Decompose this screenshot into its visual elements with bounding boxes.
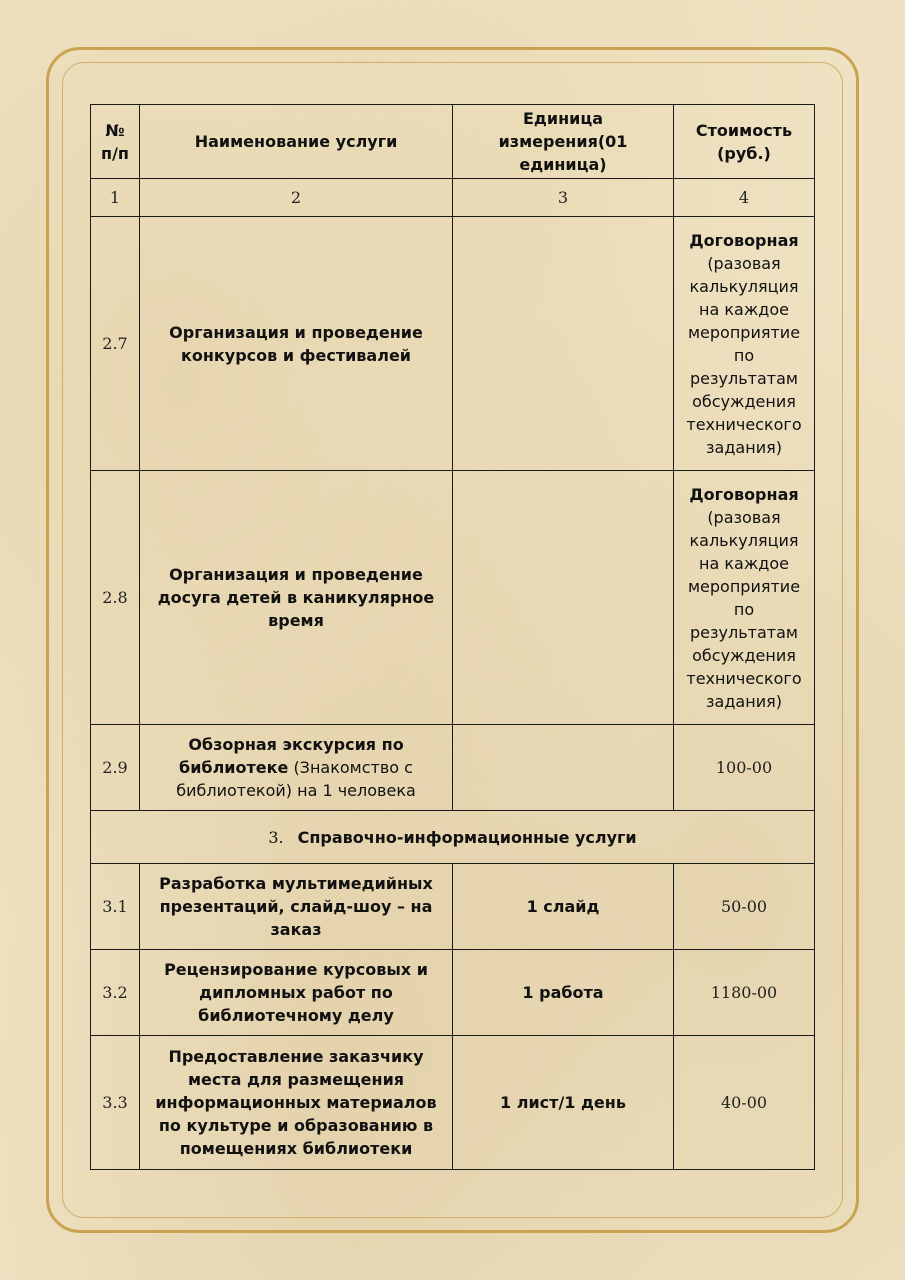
service-name: Рецензирование курсовых и дипломных работ по библиотечному делу bbox=[140, 950, 453, 1036]
header-name: Наименование услуги bbox=[140, 105, 453, 179]
col-number-1: 1 bbox=[91, 179, 140, 217]
section-number: 3. bbox=[268, 827, 284, 847]
service-name: Обзорная экскурсия по библиотеке bbox=[179, 735, 404, 777]
table-row bbox=[91, 950, 815, 1036]
service-name: Организация и проведение досуга детей в каникулярное время bbox=[157, 565, 435, 630]
unit-cell: 1 работа bbox=[453, 950, 674, 1036]
service-name-cell bbox=[140, 217, 453, 471]
table-row bbox=[91, 725, 815, 811]
column-number-row bbox=[91, 179, 815, 217]
table-row bbox=[91, 864, 815, 950]
section-header-row bbox=[91, 811, 815, 864]
section-title-cell bbox=[91, 811, 815, 864]
service-name-detail: (Знакомство с библиотекой) на 1 человека bbox=[176, 758, 416, 800]
header-num: № п/п bbox=[91, 105, 140, 179]
row-num: 3.3 bbox=[91, 1036, 140, 1170]
unit-cell bbox=[453, 725, 674, 811]
row-num: 3.2 bbox=[91, 950, 140, 1036]
cost-cell: 1180-00 bbox=[674, 950, 815, 1036]
table-header-row bbox=[91, 105, 815, 179]
row-num: 2.9 bbox=[91, 725, 140, 811]
service-name: Организация и проведение конкурсов и фестивалей bbox=[169, 322, 423, 365]
unit-cell: 1 слайд bbox=[453, 864, 674, 950]
unit-cell bbox=[453, 471, 674, 725]
header-cost: Стоимость (руб.) bbox=[674, 105, 815, 179]
cost-cell: 50-00 bbox=[674, 864, 815, 950]
col-number-4: 4 bbox=[674, 179, 815, 217]
row-num: 2.7 bbox=[91, 217, 140, 471]
unit-cell bbox=[453, 217, 674, 471]
row-num: 3.1 bbox=[91, 864, 140, 950]
table-row bbox=[91, 471, 815, 725]
table-row bbox=[91, 1036, 815, 1170]
cost-note: (разовая калькуляция на каждое мероприятие по результатам обсуждения технического задания) bbox=[686, 507, 802, 711]
col-number-2: 2 bbox=[140, 179, 453, 217]
header-unit: Единица измерения(01 единица) bbox=[453, 105, 674, 179]
table-row bbox=[91, 217, 815, 471]
service-name-cell bbox=[140, 725, 453, 811]
service-name-cell bbox=[140, 471, 453, 725]
row-num: 2.8 bbox=[91, 471, 140, 725]
section-title: Справочно-информационные услуги bbox=[297, 827, 637, 847]
cost-cell bbox=[674, 217, 815, 471]
cost-type: Договорная bbox=[689, 484, 799, 504]
cost-cell bbox=[674, 471, 815, 725]
price-table bbox=[90, 104, 815, 1170]
service-name: Предоставление заказчику места для размещения информационных материалов по культуре и образованию в помещениях библиотеки bbox=[140, 1036, 453, 1170]
col-number-3: 3 bbox=[453, 179, 674, 217]
cost-note: (разовая калькуляция на каждое мероприятие по результатам обсуждения технического задания) bbox=[686, 253, 802, 457]
cost-cell: 40-00 bbox=[674, 1036, 815, 1170]
unit-cell: 1 лист/1 день bbox=[453, 1036, 674, 1170]
service-name: Разработка мультимедийных презентаций, слайд-шоу – на заказ bbox=[140, 864, 453, 950]
cost-cell: 100-00 bbox=[674, 725, 815, 811]
cost-type: Договорная bbox=[689, 230, 799, 250]
